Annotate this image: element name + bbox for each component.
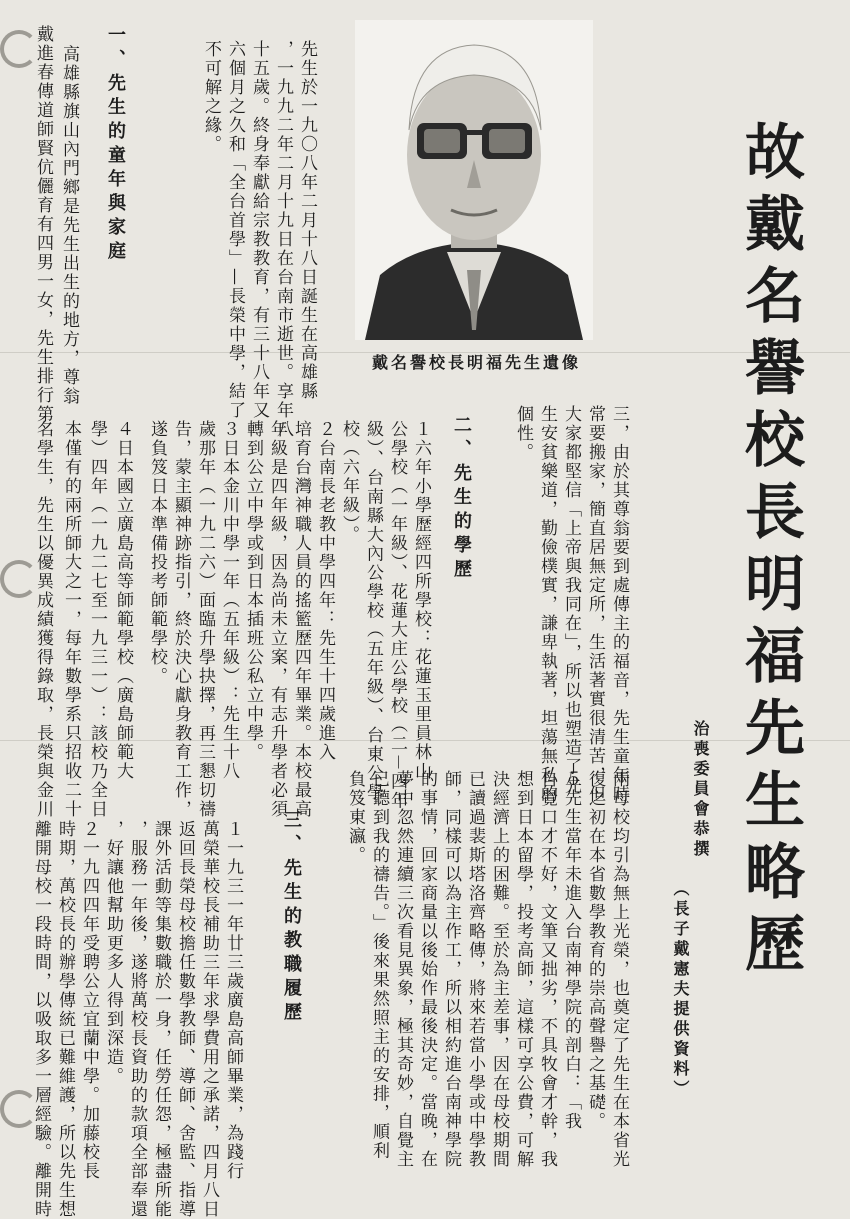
text-line: 公學校（一年級）、花蓮大庄公學校（二－四年 (387, 420, 407, 811)
section-heading: 二、先生的學歷 (451, 415, 472, 583)
text-line: 已聽到我的禱告。」後來果然照主的安排，順利 (369, 770, 389, 1161)
text-line: ，好讓他幫助更多人得到深造。 (103, 820, 123, 1086)
text-line: 年級是四年級，因為尚未立案，有志升學者必須 (267, 420, 287, 819)
text-line: 高雄縣旗山內門鄉是先生出生的地方，尊翁 (59, 45, 79, 406)
text-line: ５先生當年未進入台南神學院的剖白：「我 (561, 770, 581, 1131)
text-line: 負笈東瀛。 (345, 770, 365, 865)
text-line: 的事情，回家商量以後始作最後決定。當晚，在 (417, 770, 437, 1169)
text-line: 戴進春傳道師賢伉儷育有四男一女，先生排行第 (33, 25, 53, 424)
text-line: 課外活動等集數職於一身，任勞任怨，極盡所能 (151, 820, 171, 1219)
text-line: 時期，萬校長的辦學傳統已難維護，所以先生想 (55, 820, 75, 1219)
portrait-photo (355, 20, 593, 340)
text-line: ３日本金川中學一年（五年級）：先生十八 (219, 420, 239, 781)
text-line: 師，同樣可以為主作工，所以相約進台南神學院 (441, 770, 461, 1169)
text-line: ，服務一年後，遂將萬校長資助的款項全部奉還 (127, 820, 147, 1219)
text-line: 校（六年級）。 (339, 420, 359, 545)
article-title: 故戴名譽校長明福先生略歷 (735, 120, 805, 984)
text-line: 級）、台南縣大內公學校（五年級）、台東公學 (363, 420, 383, 802)
byline-committee: 治喪委員會恭撰 (691, 720, 710, 860)
text-line: 自覺口才不好，文筆又拙劣，不具牧會才幹，我 (537, 770, 557, 1169)
text-line: 本僅有的兩所師大之一，每年數學系只招收二十 (61, 420, 81, 819)
text-line: ２一九四四年受聘公立宜蘭中學。加藤校長 (79, 820, 99, 1181)
text-line: 告，蒙主顯神跡指引，終於決心獻身教育工作， (171, 420, 191, 819)
text-line: 想到日本留學，投考高師，這樣可享公費，可解 (513, 770, 533, 1169)
text-line: 學）四年（一九二七至一九三一）：該校乃全日 (87, 420, 107, 819)
text-line: 培育台灣神職人員的搖籃歷四年畢業。本校最高 (291, 420, 311, 819)
text-line: 名學生，先生以優異成績獲得錄取，長榮與金川 (33, 420, 53, 819)
text-line: 轉到公立中學或到日本插班公私立中學。 (243, 420, 263, 762)
text-line: 復之初在本省數學教育的崇高聲譽之基礎。 (585, 770, 605, 1131)
text-line: １一九三一年廿三歲廣島高師畢業，為踐行 (223, 820, 243, 1181)
text-line: 已讀過裴斯塔洛齊略傳，將來若當小學或中學教 (465, 770, 485, 1169)
text-line: 返回長榮母校擔任數學教師、導師、舍監、指導 (175, 820, 195, 1219)
text-line: 六個月之久和「全台首學」—長榮中學，結了 (225, 40, 245, 420)
text-line: 萬榮華校長補助三年求學費用之承諾，四月八日 (199, 820, 219, 1219)
text-line: 遂負笈日本準備投考師範學校。 (147, 420, 167, 686)
photo-caption: 戴名譽校長明福先生遺像 (372, 353, 582, 372)
text-line: 夢中忽然連續三次看見異象，極其奇妙，自覺主 (393, 770, 413, 1169)
section-heading: 一、先生的童年與家庭 (105, 25, 126, 265)
text-line: １六年小學歷經四所學校：花蓮玉里員林山 (411, 420, 431, 781)
text-line: 個性。 (513, 405, 533, 462)
text-line: 三，由於其尊翁要到處傳主的福音，先生童年時 (609, 405, 629, 804)
text-line: 生安貧樂道，勤儉樸實，謙卑執著，坦蕩無私的 (537, 405, 557, 804)
text-line: 不可解之緣。 (201, 40, 221, 154)
text-line: 離開母校一段時間，以吸取多一層經驗。離開時 (31, 820, 51, 1219)
text-line: 大家都堅信「上帝與我同在」，所以也塑造了先 (561, 405, 581, 796)
text-line: 歲那年（一九二六）面臨升學抉擇，再三懇切禱 (195, 420, 215, 819)
text-line: ２台南長老教中學四年：先生十四歲進入 (315, 420, 335, 762)
text-line: ，一九九二年二月十九日在台南市逝世。享年八 (273, 40, 293, 439)
text-line: ４日本國立廣島高等師範學校（廣島師範大 (113, 420, 133, 781)
text-line: 決經濟上的困難。至於為主差事，因在母校期間 (489, 770, 509, 1169)
byline-note: （長子戴憲夫提供資料） (671, 880, 690, 1100)
text-line: 先生於一九〇八年二月十八日誕生在高雄縣 (297, 40, 317, 401)
text-line: 常要搬家，簡直居無定所，生活著實很清苦，但 (585, 405, 605, 804)
section-heading: 三、先生的教職履歷 (281, 810, 302, 1026)
text-line: 十五歲。終身奉獻給宗教教育，有三十八年又 (249, 40, 269, 420)
text-line: 兩母校均引為無上光榮，也奠定了先生在本省光 (609, 770, 629, 1169)
portrait-figure (355, 20, 593, 340)
